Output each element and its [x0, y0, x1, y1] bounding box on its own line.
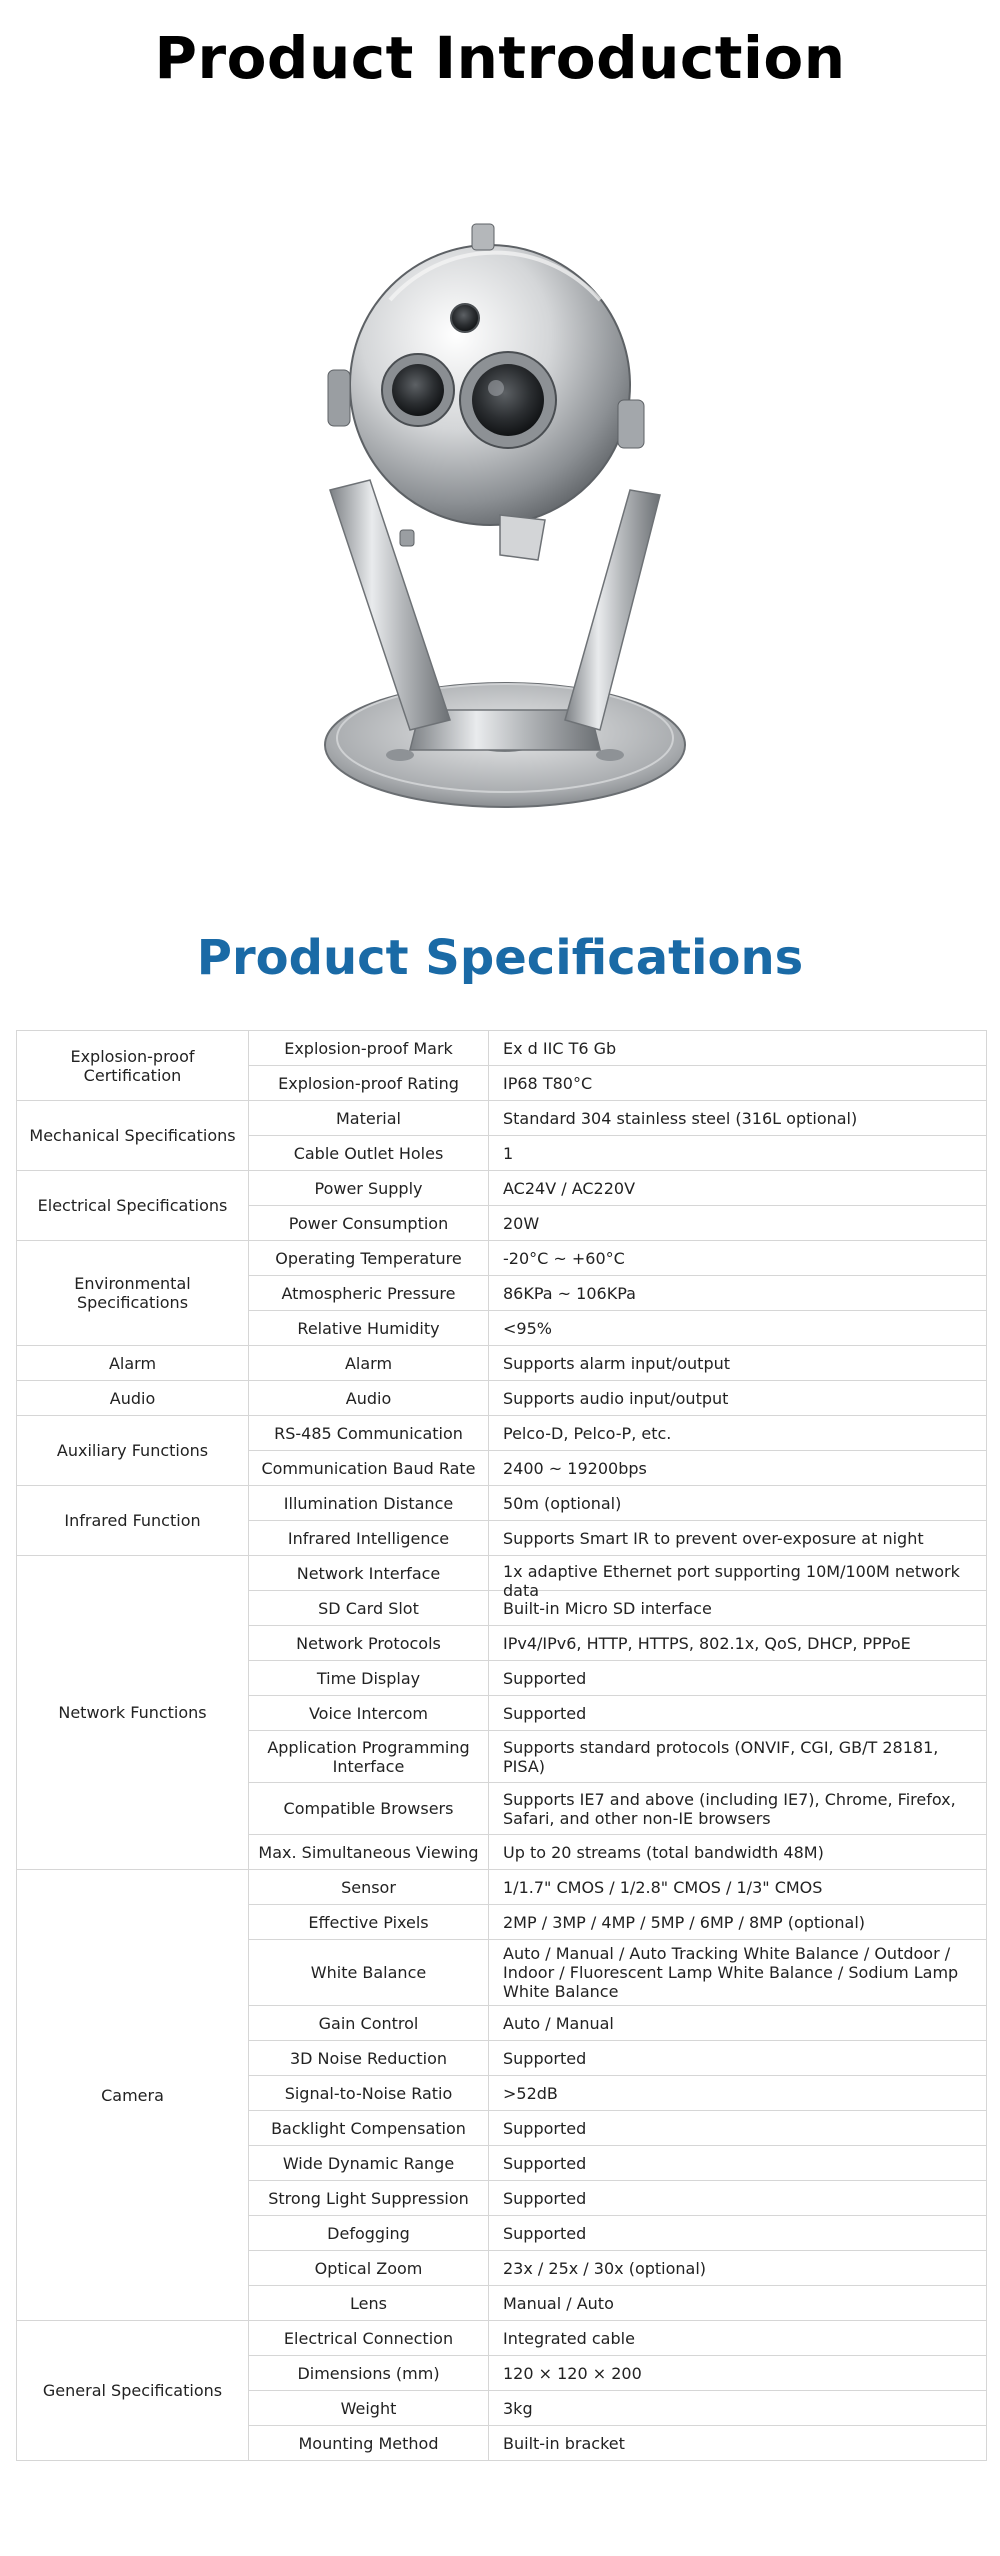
spec-label: Communication Baud Rate [249, 1451, 489, 1486]
spec-label: Sensor [249, 1870, 489, 1905]
spec-label: Cable Outlet Holes [249, 1136, 489, 1171]
spec-label: Application Programming Interface [249, 1731, 489, 1783]
spec-value: 2MP / 3MP / 4MP / 5MP / 6MP / 8MP (optional) [489, 1905, 987, 1940]
table-row [17, 1101, 987, 1136]
spec-value: Manual / Auto [489, 2286, 987, 2321]
spec-value: Supported [489, 2041, 987, 2076]
spec-table [16, 1030, 987, 2461]
spec-label: Network Interface [249, 1556, 489, 1591]
spec-value: Supported [489, 2146, 987, 2181]
spec-value: <95% [489, 1311, 987, 1346]
page-title: Product Introduction [154, 24, 846, 92]
spec-value: Supported [489, 2111, 987, 2146]
spec-label: Explosion-proof Mark [249, 1031, 489, 1066]
spec-value: Supported [489, 2216, 987, 2251]
spec-label: SD Card Slot [249, 1591, 489, 1626]
spec-category: Auxiliary Functions [17, 1416, 249, 1486]
spec-label: Weight [249, 2391, 489, 2426]
spec-label: Optical Zoom [249, 2251, 489, 2286]
spec-label: Mounting Method [249, 2426, 489, 2461]
spec-label: Wide Dynamic Range [249, 2146, 489, 2181]
spec-value: Pelco-D, Pelco-P, etc. [489, 1416, 987, 1451]
spec-value: IPv4/IPv6, HTTP, HTTPS, 802.1x, QoS, DHCP, PPPoE [489, 1626, 987, 1661]
spec-value: Supports audio input/output [489, 1381, 987, 1416]
spec-value: 86KPa ~ 106KPa [489, 1276, 987, 1311]
spec-label: Signal-to-Noise Ratio [249, 2076, 489, 2111]
table-row [17, 1870, 987, 1905]
spec-label: Atmospheric Pressure [249, 1276, 489, 1311]
spec-value: Standard 304 stainless steel (316L optional) [489, 1101, 987, 1136]
spec-value: Supports alarm input/output [489, 1346, 987, 1381]
spec-value: 120 × 120 × 200 [489, 2356, 987, 2391]
spec-value: Supports IE7 and above (including IE7), Chrome, Firefox, Safari, and other non-IE browsers [489, 1783, 987, 1835]
spec-value [489, 1556, 987, 1600]
spec-label: 3D Noise Reduction [249, 2041, 489, 2076]
spec-category: Explosion-proof Certification [17, 1031, 249, 1101]
spec-value: AC24V / AC220V [489, 1171, 987, 1206]
spec-label: Dimensions (mm) [249, 2356, 489, 2391]
spec-label: Explosion-proof Rating [249, 1066, 489, 1101]
spec-category: Infrared Function [17, 1486, 249, 1556]
spec-label: Illumination Distance [249, 1486, 489, 1521]
table-row [17, 1416, 987, 1451]
spec-value: Supported [489, 1696, 987, 1731]
spec-label: Compatible Browsers [249, 1783, 489, 1835]
spec-category: Alarm [17, 1346, 249, 1381]
spec-value: IP68 T80°C [489, 1066, 987, 1101]
spec-value: 2400 ~ 19200bps [489, 1451, 987, 1486]
spec-label: Audio [249, 1381, 489, 1416]
spec-label: Gain Control [249, 2006, 489, 2041]
spec-value: Integrated cable [489, 2321, 987, 2356]
spec-value: >52dB [489, 2076, 987, 2111]
spec-category: Mechanical Specifications [17, 1101, 249, 1171]
spec-category: Camera [17, 1870, 249, 2321]
spec-value: Auto / Manual [489, 2006, 987, 2041]
table-row [17, 1381, 987, 1416]
spec-value: 3kg [489, 2391, 987, 2426]
spec-category: Electrical Specifications [17, 1171, 249, 1241]
spec-category: Environmental Specifications [17, 1241, 249, 1346]
table-row [17, 1171, 987, 1206]
spec-label: RS-485 Communication [249, 1416, 489, 1451]
spec-value: 1/1.7" CMOS / 1/2.8" CMOS / 1/3" CMOS [489, 1870, 987, 1905]
spec-label: Electrical Connection [249, 2321, 489, 2356]
table-row [17, 1556, 987, 1591]
spec-label: Material [249, 1101, 489, 1136]
spec-label: Max. Simultaneous Viewing [249, 1835, 489, 1870]
spec-label: Relative Humidity [249, 1311, 489, 1346]
specs-title: Product Specifications [196, 930, 804, 986]
spec-category: General Specifications [17, 2321, 249, 2461]
spec-label: White Balance [249, 1940, 489, 2006]
spec-value: Up to 20 streams (total bandwidth 48M) [489, 1835, 987, 1870]
spec-value: Supported [489, 1661, 987, 1696]
spec-label: Network Protocols [249, 1626, 489, 1661]
spec-category: Audio [17, 1381, 249, 1416]
spec-label: Strong Light Suppression [249, 2181, 489, 2216]
table-row [17, 1031, 987, 1066]
spec-value: 50m (optional) [489, 1486, 987, 1521]
spec-label: Time Display [249, 1661, 489, 1696]
table-row [17, 1486, 987, 1521]
spec-label: Power Consumption [249, 1206, 489, 1241]
spec-value-text: 1x adaptive Ethernet port supporting 10M/100M network data [503, 1562, 960, 1600]
spec-label: Voice Intercom [249, 1696, 489, 1731]
spec-label: Infrared Intelligence [249, 1521, 489, 1556]
spec-label: Backlight Compensation [249, 2111, 489, 2146]
spec-value: Supports Smart IR to prevent over-exposure at night [489, 1521, 987, 1556]
spec-category: Network Functions [17, 1556, 249, 1870]
table-row [17, 2321, 987, 2356]
spec-value: Auto / Manual / Auto Tracking White Balance / Outdoor / Indoor / Fluorescent Lamp White Balance / Sodium Lamp White Balance [489, 1940, 987, 2006]
spec-value: 1 [489, 1136, 987, 1171]
spec-label: Operating Temperature [249, 1241, 489, 1276]
spec-value: Built-in bracket [489, 2426, 987, 2461]
spec-value: Supported [489, 2181, 987, 2216]
spec-value: -20°C ~ +60°C [489, 1241, 987, 1276]
spec-value: 23x / 25x / 30x (optional) [489, 2251, 987, 2286]
spec-value: 20W [489, 1206, 987, 1241]
spec-label: Lens [249, 2286, 489, 2321]
spec-label: Alarm [249, 1346, 489, 1381]
spec-label: Power Supply [249, 1171, 489, 1206]
table-row [17, 1241, 987, 1276]
spec-label: Defogging [249, 2216, 489, 2251]
spec-value: Supports standard protocols (ONVIF, CGI, GB/T 28181, PISA) [489, 1731, 987, 1783]
product-image [300, 190, 720, 870]
table-row [17, 1346, 987, 1381]
spec-label: Effective Pixels [249, 1905, 489, 1940]
spec-value: Built-in Micro SD interface [489, 1591, 987, 1626]
spec-value: Ex d IIC T6 Gb [489, 1031, 987, 1066]
